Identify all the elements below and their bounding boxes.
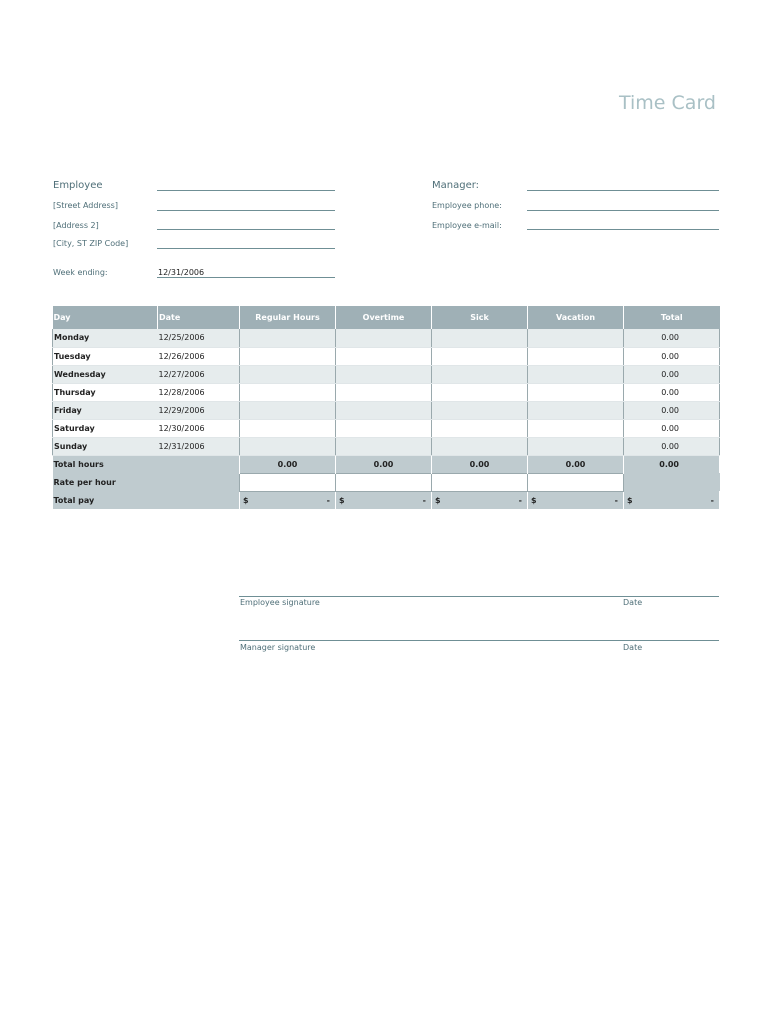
rate-vacation-input[interactable] <box>528 473 624 491</box>
pay-value: - <box>710 495 714 505</box>
employee-signature-line[interactable] <box>239 596 719 597</box>
currency-symbol: $ <box>243 495 249 505</box>
sick-input[interactable] <box>432 329 528 347</box>
header-vacation: Vacation <box>528 306 624 329</box>
row-total: 0.00 <box>624 365 720 383</box>
employee-phone-label: Employee phone: <box>432 201 502 210</box>
manager-signature-label: Manager signature <box>240 643 316 652</box>
vacation-input[interactable] <box>528 437 624 455</box>
row-total: 0.00 <box>624 329 720 347</box>
manager-signature-line[interactable] <box>239 640 719 641</box>
row-total: 0.00 <box>624 383 720 401</box>
row-total: 0.00 <box>624 401 720 419</box>
regular-hours-input[interactable] <box>240 365 336 383</box>
page-title: Time Card <box>619 92 716 114</box>
row-total: 0.00 <box>624 437 720 455</box>
total-hours-label: Total hours <box>53 455 240 473</box>
header-total: Total <box>624 306 720 329</box>
date-cell: 12/31/2006 <box>158 437 240 455</box>
pay-value: - <box>326 495 330 505</box>
address2-field[interactable] <box>157 229 335 230</box>
header-day: Day <box>53 306 158 329</box>
pay-total <box>624 491 720 509</box>
date-cell: 12/26/2006 <box>158 347 240 365</box>
regular-hours-input[interactable] <box>240 437 336 455</box>
employee-label: Employee <box>53 180 103 191</box>
week-ending-label: Week ending: <box>53 268 108 277</box>
city-field[interactable] <box>157 248 335 249</box>
header-date: Date <box>158 306 240 329</box>
pay-value: - <box>518 495 522 505</box>
sick-input[interactable] <box>432 437 528 455</box>
pay-overtime <box>336 491 432 509</box>
day-cell: Thursday <box>53 383 158 401</box>
address2-label: [Address 2] <box>53 221 99 230</box>
week-ending-value[interactable]: 12/31/2006 <box>158 268 205 277</box>
total-sick: 0.00 <box>432 455 528 473</box>
week-ending-line <box>157 277 335 278</box>
day-cell: Saturday <box>53 419 158 437</box>
pay-sick <box>432 491 528 509</box>
overtime-input[interactable] <box>336 329 432 347</box>
rate-overtime-input[interactable] <box>336 473 432 491</box>
date-cell: 12/27/2006 <box>158 365 240 383</box>
row-total: 0.00 <box>624 347 720 365</box>
table-row <box>53 365 720 383</box>
table-row <box>53 329 720 347</box>
overtime-input[interactable] <box>336 419 432 437</box>
date-cell: 12/28/2006 <box>158 383 240 401</box>
row-total: 0.00 <box>624 419 720 437</box>
day-cell: Sunday <box>53 437 158 455</box>
day-cell: Monday <box>53 329 158 347</box>
regular-hours-input[interactable] <box>240 329 336 347</box>
rate-sick-input[interactable] <box>432 473 528 491</box>
table-row <box>53 437 720 455</box>
date-cell: 12/30/2006 <box>158 419 240 437</box>
header-regular-hours: Regular Hours <box>240 306 336 329</box>
currency-symbol: $ <box>435 495 441 505</box>
header-overtime: Overtime <box>336 306 432 329</box>
pay-vacation <box>528 491 624 509</box>
table-row <box>53 419 720 437</box>
day-cell: Friday <box>53 401 158 419</box>
date-cell: 12/25/2006 <box>158 329 240 347</box>
regular-hours-input[interactable] <box>240 347 336 365</box>
grand-total-hours: 0.00 <box>624 455 720 473</box>
table-header-row <box>53 306 720 329</box>
currency-symbol: $ <box>531 495 537 505</box>
vacation-input[interactable] <box>528 329 624 347</box>
total-hours-row <box>53 455 720 473</box>
street-address-field[interactable] <box>157 210 335 211</box>
sick-input[interactable] <box>432 383 528 401</box>
vacation-input[interactable] <box>528 419 624 437</box>
manager-signature-date-label: Date <box>623 643 643 652</box>
regular-hours-input[interactable] <box>240 401 336 419</box>
sick-input[interactable] <box>432 365 528 383</box>
manager-field[interactable] <box>527 190 719 191</box>
overtime-input[interactable] <box>336 383 432 401</box>
regular-hours-input[interactable] <box>240 419 336 437</box>
table-row <box>53 401 720 419</box>
vacation-input[interactable] <box>528 365 624 383</box>
total-pay-row <box>53 491 720 509</box>
manager-label: Manager: <box>432 180 480 191</box>
timecard-table <box>52 306 720 509</box>
currency-symbol: $ <box>339 495 345 505</box>
total-vacation: 0.00 <box>528 455 624 473</box>
vacation-input[interactable] <box>528 401 624 419</box>
header-sick: Sick <box>432 306 528 329</box>
table-row <box>53 383 720 401</box>
pay-value: - <box>614 495 618 505</box>
street-address-label: [Street Address] <box>53 201 118 210</box>
overtime-input[interactable] <box>336 347 432 365</box>
total-pay-label: Total pay <box>53 491 240 509</box>
rate-per-hour-label: Rate per hour <box>53 473 240 491</box>
employee-phone-field[interactable] <box>527 210 719 211</box>
total-overtime: 0.00 <box>336 455 432 473</box>
pay-regular <box>240 491 336 509</box>
rate-per-hour-row <box>53 473 720 491</box>
regular-hours-input[interactable] <box>240 383 336 401</box>
employee-email-label: Employee e-mail: <box>432 221 502 230</box>
city-label: [City, ST ZIP Code] <box>53 239 129 248</box>
employee-name-field[interactable] <box>157 190 335 191</box>
day-cell: Wednesday <box>53 365 158 383</box>
sick-input[interactable] <box>432 419 528 437</box>
date-cell: 12/29/2006 <box>158 401 240 419</box>
overtime-input[interactable] <box>336 437 432 455</box>
table-row <box>53 347 720 365</box>
total-regular-hours: 0.00 <box>240 455 336 473</box>
pay-value: - <box>422 495 426 505</box>
rate-total-cell <box>624 473 720 491</box>
currency-symbol: $ <box>627 495 633 505</box>
employee-signature-label: Employee signature <box>240 598 320 607</box>
vacation-input[interactable] <box>528 383 624 401</box>
sick-input[interactable] <box>432 347 528 365</box>
overtime-input[interactable] <box>336 365 432 383</box>
rate-regular-input[interactable] <box>240 473 336 491</box>
day-cell: Tuesday <box>53 347 158 365</box>
employee-signature-date-label: Date <box>623 598 643 607</box>
employee-email-field[interactable] <box>527 229 719 230</box>
sick-input[interactable] <box>432 401 528 419</box>
overtime-input[interactable] <box>336 401 432 419</box>
vacation-input[interactable] <box>528 347 624 365</box>
